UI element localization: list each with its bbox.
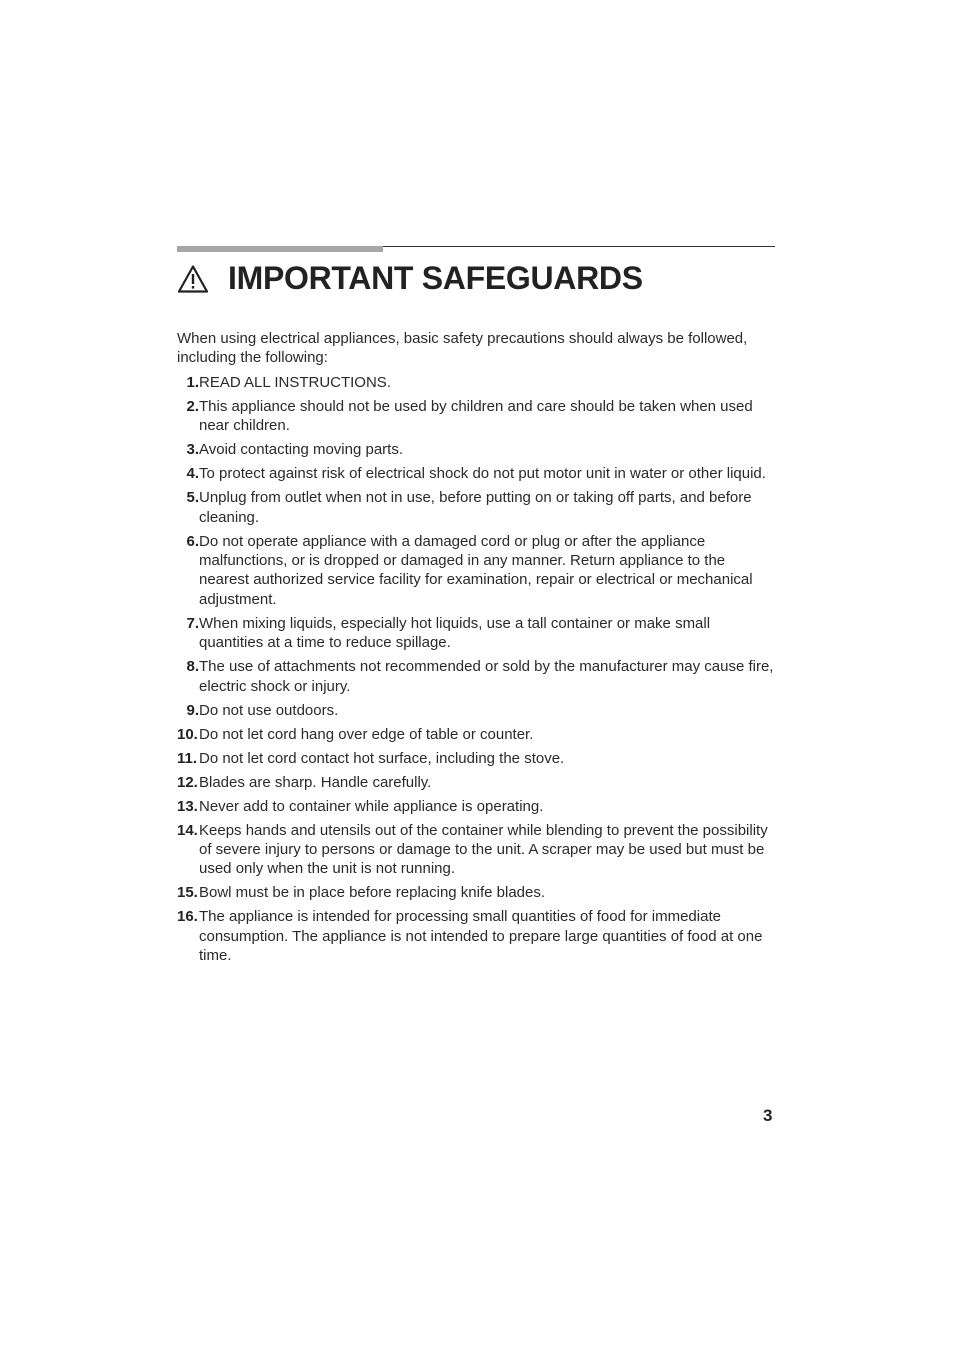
item-number: 11. <box>177 749 198 767</box>
item-number: 2. <box>186 397 199 415</box>
item-text: This appliance should not be used by children and care should be taken when used near children. <box>199 397 753 435</box>
item-number: 7. <box>186 614 199 632</box>
safeguards-content <box>177 329 777 970</box>
title-row <box>177 256 643 300</box>
list-item <box>177 821 777 879</box>
item-text: Never add to container while appliance is operating. <box>199 797 544 815</box>
item-text: Do not let cord contact hot surface, including the stove. <box>199 749 565 767</box>
item-number: 6. <box>186 532 199 550</box>
item-number: 9. <box>186 701 199 719</box>
item-text: READ ALL INSTRUCTIONS. <box>199 373 391 391</box>
item-number: 14. <box>177 821 198 839</box>
list-item <box>177 773 777 792</box>
list-item <box>177 797 777 816</box>
page-title: IMPORTANT SAFEGUARDS <box>228 260 643 296</box>
intro-paragraph: When using electrical appliances, basic safety precautions should always be followed, including the following: <box>177 330 748 367</box>
item-text: When mixing liquids, especially hot liquids, use a tall container or make small quantities at a time to reduce spillage. <box>199 614 711 652</box>
item-text: Do not let cord hang over edge of table or counter. <box>199 725 534 743</box>
item-number: 8. <box>186 658 199 676</box>
list-item <box>177 373 777 392</box>
item-text: Blades are sharp. Handle carefully. <box>199 773 432 791</box>
item-number: 15. <box>177 884 198 902</box>
list-item <box>177 532 777 610</box>
list-item <box>177 488 777 527</box>
item-text: Avoid contacting moving parts. <box>199 441 404 459</box>
item-number: 3. <box>186 441 199 459</box>
item-text: Keeps hands and utensils out of the container while blending to prevent the possibility of severe injury to persons or damage to the unit. A scraper may be used but must be used only when the unit is not running. <box>199 821 768 878</box>
item-number: 13. <box>177 797 198 815</box>
list-item <box>177 397 777 436</box>
item-number: 1. <box>186 373 199 391</box>
list-item <box>177 883 777 902</box>
list-item <box>177 749 777 768</box>
list-item <box>177 725 777 744</box>
item-number: 12. <box>177 773 198 791</box>
list-item <box>177 701 777 720</box>
item-number: 16. <box>177 908 198 926</box>
item-number: 5. <box>186 489 199 507</box>
item-text: To protect against risk of electrical shock do not put motor unit in water or other liquid. <box>199 465 766 483</box>
item-text: Unplug from outlet when not in use, before putting on or taking off parts, and before cleaning. <box>199 489 752 526</box>
list-item <box>177 907 777 965</box>
item-text: Do not use outdoors. <box>199 701 339 719</box>
item-number: 10. <box>177 725 198 743</box>
list-item <box>177 464 777 483</box>
list-item <box>177 614 777 653</box>
page-number: 3 <box>763 1106 773 1125</box>
list-item <box>177 657 777 696</box>
item-number: 4. <box>186 465 199 483</box>
item-text: Do not operate appliance with a damaged cord or plug or after the appliance malfunctions, or is dropped or damaged in any manner. Return appliance to the nearest authorized service facility for examination, repair or electrical or mechanical adjustment. <box>199 532 753 608</box>
list-item <box>177 440 777 459</box>
item-text: Bowl must be in place before replacing knife blades. <box>199 884 546 902</box>
safeguards-list <box>177 373 777 966</box>
item-text: The use of attachments not recommended or sold by the manufacturer may cause fire, electric shock or injury. <box>199 658 774 695</box>
item-text: The appliance is intended for processing small quantities of food for immediate consumption. The appliance is not intended to prepare large quantities of food at one time. <box>199 908 763 965</box>
header-accent-bar <box>177 246 383 252</box>
warning-triangle-icon <box>177 264 209 294</box>
